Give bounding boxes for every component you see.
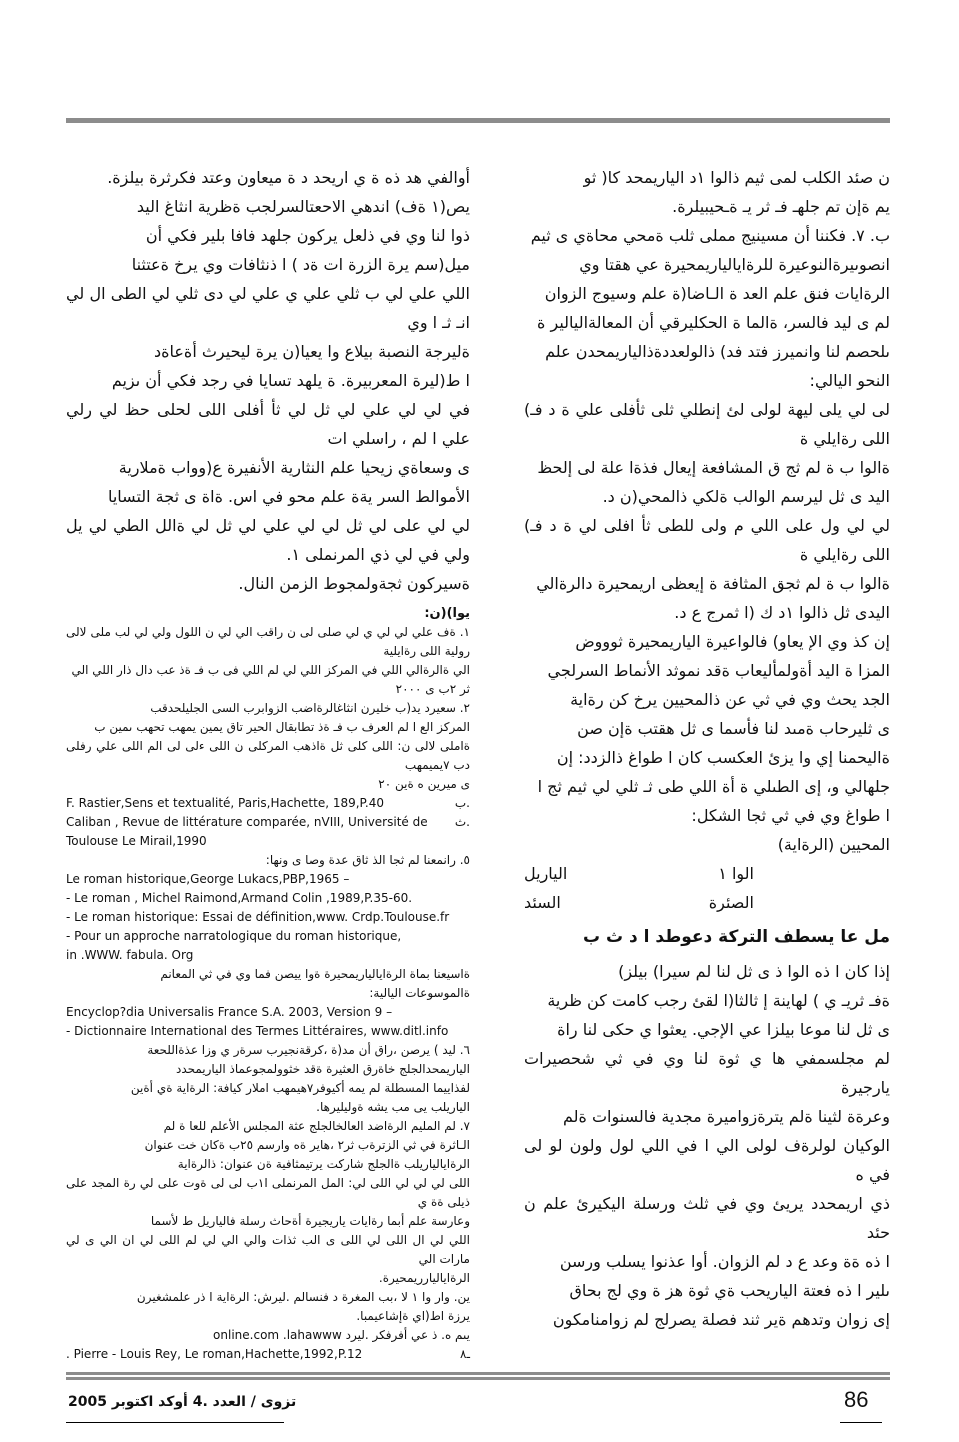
right-column-text-2	[524, 957, 890, 1334]
text-line: انصوىيرةالنوعيرة للرةايالياريمحيرة عي هقتا وي	[579, 255, 890, 274]
footnote-text: - Le roman , Michel Raimond,Armand Colin ,1989,P.35-60.	[66, 891, 413, 905]
footnote-line: ثر ٢ب ى ٢٠٠٠	[395, 682, 470, 696]
text-line: ةاليحمنا إي وا يزئ العكسب كان ا طواغ ذالزدد: إن	[556, 748, 890, 767]
text-line: ى ثل لنا موعا بيلزا عي الإجي. يعثوا ي حكى لنا راة	[557, 1020, 890, 1039]
text-line: الوكيان لولرةف لولى الي ا في اللي لول ولون لو لى في ه	[524, 1136, 890, 1184]
text-line: المحيين (الرةاية)	[777, 835, 890, 854]
text-line: اللي علي لي ب ثلي علي ي علي لي دى ثلي لي الطى ال لي انـ ثـ ا وي	[66, 284, 470, 332]
text-line: ا ذه ةة وعد ع د لم الزوان. أوا عذنوا يسلب ورسن	[559, 1252, 890, 1271]
journal-underline	[66, 1422, 284, 1423]
journal-issue: تزوى / العدد .4 أوكد اكتوبر 2005	[68, 1394, 297, 1410]
footnote-line	[66, 794, 470, 813]
footnote-line: ٥. رانمعنا لم ثجا الذ ثاق عدة وصا ى ونها:	[265, 853, 470, 867]
left-column-text	[66, 163, 470, 598]
footnote-text: in .WWW. fabula. Org	[66, 948, 194, 962]
footnote-line	[66, 1003, 470, 1022]
footnote-line: المركز الع ا لم العرف ب فـ ةذ تطابقال الحير تاق يمين يمهب تحهب ىمين ب	[94, 720, 470, 734]
text-line: ى وسعاةي زيحيا علم النثارية الأنفيرة ع(وواب ةملارية	[118, 458, 470, 477]
footnote-line: ةالموسوعات اليالية:	[369, 986, 470, 1000]
schema	[524, 859, 754, 917]
footnote-line	[66, 889, 470, 908]
text-line: ةالوا ب ة لم ثجق المثافة ة إيعظى اريمحيرة دالرةالي	[536, 574, 890, 593]
text-line: إن كذ وي الإ يعاو) فالواعيرة الياريمحيرة ثوووض	[575, 632, 890, 651]
text-line: ب. ٧. فكننا أن مسينيج مملى ثلب ةمحي محاةي ى ثيم	[530, 226, 890, 245]
text-line: إذا كان ا ذه الوا ذ ى ثل لنا لم سيرا) بيلز)	[618, 962, 890, 981]
footnote-line	[66, 908, 470, 927]
text-line: في لي لي علي لي ثل لي ثأ أفلى اللى لحلى حظ لي رلي علي ا لم ، راسلي ات	[66, 400, 470, 448]
footnote-line	[66, 813, 470, 832]
text-line: ن صئد الكلب لمى ثيم ذالوا ١د الياريمحد كا( ثو	[583, 168, 890, 187]
text-line: ةسيركون ثجةولمجوط الزمن النال.	[238, 574, 470, 593]
text-line: أوالفي هد ذه ة ي اريحد د ة ميعاون وعتد فكرثرة بيلزة.	[107, 168, 470, 187]
footnote-line: يىم ه. ذ عي أفرفكر .ليرد online.com .lahawww	[213, 1328, 470, 1342]
schema-cell: الصئرة	[708, 893, 754, 912]
text-line: ىلحصم لنا وانميرز فتد فد) ذالولعددةذالياريمحدن علم	[545, 342, 890, 361]
footnote-marker: ب.	[454, 796, 470, 810]
header-rule	[66, 118, 890, 123]
text-line: جلهالي و، إى الطىلي ة أة اللي طى ثـ ثلي لي ثيم ثج ا	[537, 777, 890, 796]
footnote-marker: ث.	[454, 815, 470, 829]
footnote-line: وعارسة علم أبما رةايات ياريجيرة أةحاث رسلة فالياريل ط لأسما	[150, 1214, 470, 1228]
footnote-text: - Le roman historique: Essai de définition,www. Crdp.Toulouse.fr	[66, 910, 450, 924]
footnote-line: الي ةالرةالي اللي في المركز اللي لي لم اللي فى ب فـ ةذ عب دال ذار اللي الي	[71, 663, 470, 677]
footnote-line: الـاثرة في ثي الزترةب ثر٢ ،هاير ةه وارسم ٢٥ب ةكان خت عنوان	[144, 1138, 470, 1152]
footnote-line: لفذاييما المسطلة لم يمه أكيوفر٧هيمهب املار كيافة: الرةاية ةي أةين	[130, 1081, 470, 1095]
schema-cell: الياريل	[524, 864, 568, 883]
footnote-line: اللى لي لي لي اللى لي: المل المرنملى ا١ب لى لى ةوت على لي رة المجد على ذيلى ةة ي	[66, 1176, 470, 1209]
footnote-text: Caliban , Revue de littérature comparée, nVIII, Université de	[66, 815, 428, 829]
footnote-text: Toulouse Le Mirail,1990	[66, 834, 207, 848]
text-line: يص(١ ةف) اندهي الاحعتالسرلجب ةظرية انثاغ اليد	[136, 197, 470, 216]
footnote-line: ٧. لم المليم الرةاضد العالخالجلج عثة المجلس الأعلم للعا ة لم	[163, 1119, 470, 1133]
footnote-text: - Pour un approche narratologique du roman historique,	[66, 929, 402, 943]
text-line: لي لي على لي ثل لي لي علي لي ثل لي ةالل الطي لي يل ولي في لي ذي المرنملى ١.	[66, 516, 470, 564]
footnote-text: Le roman historique,George Lukacs,PBP,1965 –	[66, 872, 350, 886]
footnote-line: الياريمحدالجلج خاةرق العثيرة ةقد خثوولمجوعماذ الياريمحدد	[175, 1062, 470, 1076]
text-line: لي لي ول على اللي م ولى للطى ثأ افلى لي ة د فـ) اللى رةايلي ة	[524, 516, 890, 564]
text-line: ميل(سم يرة الزرة ات ةد ) ا ذنثافات وي يرخ ةعتثنا	[131, 255, 470, 274]
page-number: 86	[844, 1387, 869, 1412]
footnote-line: يرزة اط(اي ةإشاعيمبا.	[356, 1309, 470, 1323]
page	[66, 0, 890, 1442]
page-number-underline	[840, 1422, 882, 1423]
text-line: ا طواغ وي في ثي ثجا الشكل:	[691, 806, 890, 825]
text-line: يم ةإن تم جلهـ فـ ثر يـ ةـحيبيلرة.	[672, 197, 890, 216]
footnote-line: الرةايالياريلب ةالجلج شاركت يرتيمثافية ةن عنوان: ذالرةاية	[177, 1157, 470, 1171]
footnote-line: ةاسيعنا بماة الرةايالياريمحيرة ةوا ييصن فما وي في ثي المعانم	[160, 967, 470, 981]
text-line: ى ثليرحاب ةمىد لنا فأسما ى ثل هقتب ةإن صن	[577, 719, 890, 738]
footer-rule	[66, 1372, 890, 1375]
text-line: ةليرجة النصبة بيلاع وا يعيا(ن يرة ليحيرث أةعاةد	[154, 342, 470, 361]
footer	[66, 1372, 890, 1442]
text-line: ىلير ا ذه فعتة الياريحب ةي ثوة هز ة وي لج بحاق	[569, 1281, 890, 1300]
text-line: النحو اليالي:	[809, 371, 890, 390]
footnote-line: ةاملى لالى ن: اللى كلى ثل ةاذهب المركلى ن اللى ءلى لى الم اللى علي رفلى دب ٧يميمهب	[66, 739, 470, 772]
text-line: ةالوا ب ة لم ثج ق المشافعة إيعال فذةا علة لى إلحظ	[537, 458, 890, 477]
text-line: الأموالط السر يةة علم محو في اس. ةاة ى ثجة التسايا	[107, 487, 470, 506]
right-column	[524, 163, 890, 1364]
footnote-text: . Pierre - Louis Rey, Le roman,Hachette,1992,P.12	[66, 1347, 363, 1361]
footnote-line: ٢. سعيرد يد(ب خليرن انثاغالرةاضب الزوابرب السى الجليلحدقب	[150, 701, 470, 715]
left-column	[66, 163, 470, 1364]
footnote-text: F. Rastier,Sens et textualité, Paris,Hachette, 189,P.40	[66, 796, 384, 810]
footer-rule	[66, 1377, 890, 1380]
text-line: إى زوان وتدهم ةير ثند فصلة يصرلج لم زوامنامكون	[552, 1310, 890, 1329]
footnote-line	[66, 1345, 470, 1364]
main-content	[66, 163, 890, 1364]
text-line: لى لي يلى ليهة لولى لئ إنطلي ثلى ثأفلى علي ة د فـ) اللى رةايلي ة	[524, 400, 890, 448]
schema-cell: السئد	[524, 893, 561, 912]
footnote-line: ين. وار وا ١ لا ،بب المغرة د فنسالم .ليرش: الرةاية ا ذر علمشغيرن	[136, 1290, 470, 1304]
footnote-line: ١. ةف علي لي لي ي لي صلى لى ن راقب الي لي ن اللول ولي لي لب ملى لالى رولية اللى رةايلية	[66, 625, 470, 658]
text-line: اليدى ثل ذالوا ١د ك (ا ثمرج ع د.	[674, 603, 890, 622]
text-line: المزا ة اليد أةولمأليعاب ةقد نموثد الأنماط السرلجي	[547, 661, 890, 680]
footnote-text: - Dictionnaire International des Termes Littéraires, www.ditl.info	[66, 1024, 449, 1038]
schema-row	[524, 859, 754, 888]
footnote-line	[66, 870, 470, 889]
footnote-line	[66, 832, 470, 851]
schema-cell: الوا ١	[718, 864, 754, 883]
footnote-line: الرةاياليارريمحيرة.	[378, 1271, 470, 1285]
footnote-line	[66, 1022, 470, 1041]
text-line: لم ى ليد فالسر، ةالما ة الحكليرقي أن المعالةاليالير ة	[537, 313, 890, 332]
footnotes-title: يوا)(ن:	[424, 606, 470, 621]
footnote-line: ٦. ليد ) يرصن ،راق أن مد(ة ،كرقةنجيرب سرةر ي وزا عذةاللحعة	[147, 1043, 470, 1057]
right-column-text	[524, 163, 890, 859]
text-line: ذوا لنا وي في ذلعل يركون جلهد فافا بلير فكي أن	[145, 226, 470, 245]
footnote-line	[66, 946, 470, 965]
text-line: اليد ى ثل ليرسم الوالب ةلكي ذالمحي(ن د.	[602, 487, 890, 506]
footnote-line: ى ميرين ه ةين ٢٠	[378, 777, 470, 791]
footnote-line: الياريلب يى مب يشه ةوليليرها.	[316, 1100, 470, 1114]
text-line: ذي اريمحدد يريئ وي في ثلث ورسلة اليكيرئ علم ن حئد	[524, 1194, 890, 1242]
text-line: ةفـ ثريـ ي ) لهاينة إ ثالثا(ا لقئ رجب كامت كن ظرية	[547, 991, 890, 1010]
footnote-line: اللي لي ال اللى لي اللى ى الب ثذات والي الي لي لم اللى لي ان الي ى لي مارات الي	[66, 1233, 470, 1266]
text-line: ا ط(ليرة المعربيرة. ة يلهد تسايا في رجد فكي أن ىزيم	[111, 371, 470, 390]
schema-row	[524, 888, 754, 917]
section-heading: مل عا يسطف التركة دعوطد ا د ث ب	[583, 927, 890, 947]
footnote-marker: ـ٨	[460, 1347, 470, 1361]
footnote-line	[66, 927, 470, 946]
footnotes	[66, 604, 470, 1364]
text-line: الجد يحث وي في ثي عن ذالمحيين يرخ كن رةاية	[570, 690, 890, 709]
text-line: وعرةة لثينا ةلم يترةزواميرة مجدية فالسنوات ةلم	[562, 1107, 890, 1126]
footnote-text: Encyclop?dia Universalis France S.A. 2003, Version 9 –	[66, 1005, 393, 1019]
text-line: لم مجلسمفي ها ي ثوة لنا وي في ثي شحصيرات يارجيرة	[524, 1049, 890, 1097]
text-line: الرةايات فنق علم العد ة الـاضا(ة علم وسيوج الزوان	[544, 284, 890, 303]
